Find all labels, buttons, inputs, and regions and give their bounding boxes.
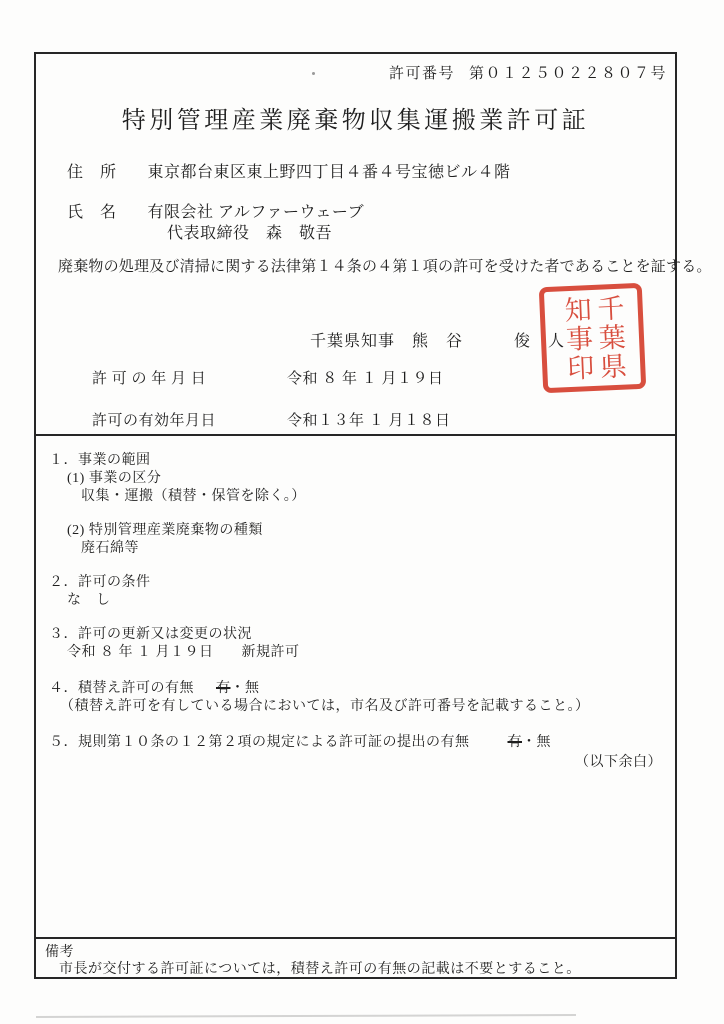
name-label: 氏 名: [67, 204, 117, 221]
section2-heading: ２．許可の条件: [49, 575, 151, 590]
seal-left-column: 知事印: [560, 294, 594, 383]
section4-yes-no: [216, 677, 260, 697]
section1-sub2-value: 廃石綿等: [81, 541, 139, 556]
certification-statement: 廃棄物の処理及び清掃に関する法律第１４条の４第１項の許可を受けた者であることを証する。: [58, 259, 712, 275]
blank-below-note: （以下余白）: [575, 755, 662, 770]
issuer-governor-name: 千葉県知事 熊 谷 俊 人: [310, 333, 566, 350]
section3-status: 新規許可: [241, 645, 300, 660]
permit-date-value: 令和 ８ 年 １ 月１９日: [287, 371, 444, 387]
section1-sub1-value: 収集・運搬（積替・保管を除く。）: [81, 489, 306, 504]
section3-heading: ３．許可の更新又は変更の状況: [49, 627, 252, 642]
company-name: 有限会社 アルファーウェーブ: [147, 204, 365, 221]
permit-number-label: 許可番号: [388, 66, 455, 82]
section5-heading: ５．規則第１０条の１２第２項の規定による許可証の提出の有無: [49, 735, 470, 750]
remarks-text: 市長が交付する許可証については，積替え許可の有無の記載は不要とすること。: [59, 962, 581, 977]
permit-number-value: 第０１２５０２２８０７号: [468, 66, 667, 82]
section5-row: [49, 731, 551, 751]
section1-sub2-label: (2) 特別管理産業廃棄物の種類: [67, 523, 263, 538]
expiry-date-label: 許可の有効年月日: [92, 413, 217, 429]
section4-note: （積替え許可を有している場合においては，市名及び許可番号を記載すること。）: [60, 699, 590, 714]
section1-sub1-label: (1) 事業の区分: [67, 471, 162, 486]
section4-row: [49, 677, 260, 697]
remarks-label: 備考: [45, 945, 74, 960]
option-separator: ・: [522, 735, 537, 750]
address-value: 東京都台東区東上野四丁目４番４号宝徳ビル４階: [147, 164, 511, 181]
section1-heading: １．事業の範囲: [49, 453, 151, 468]
seal-right-column: 千葉県: [592, 293, 627, 382]
yes-option-struck: 有: [507, 735, 522, 750]
section5-yes-no: [508, 731, 552, 751]
no-option: 無: [245, 681, 260, 696]
yes-option-struck: 有: [216, 681, 231, 696]
section4-heading: ４．積替え許可の有無: [49, 681, 194, 696]
no-option: 無: [536, 735, 551, 750]
permit-number-line: [389, 62, 667, 83]
address-row: [67, 159, 511, 182]
section3-value: [67, 641, 300, 661]
section-divider-top: [36, 434, 675, 436]
section2-value: な し: [67, 593, 111, 608]
permit-date-label: 許 可 の 年 月 日: [92, 371, 207, 387]
section3-date: 令和 ８ 年 １ 月１９日: [67, 645, 214, 660]
document-border-frame: [34, 52, 712, 979]
document-title: 特別管理産業廃棄物収集運搬業許可証: [121, 108, 590, 134]
representative-name: 代表取締役 森 敬吾: [167, 225, 333, 242]
scan-artifact-line: [36, 1014, 576, 1018]
governor-seal-stamp: [539, 283, 647, 393]
name-row: [67, 199, 364, 222]
option-separator: ・: [230, 681, 245, 696]
remarks-divider: [36, 937, 675, 939]
address-label: 住 所: [67, 164, 117, 181]
expiry-date-value: 令和１３年 １ 月１８日: [287, 413, 451, 429]
